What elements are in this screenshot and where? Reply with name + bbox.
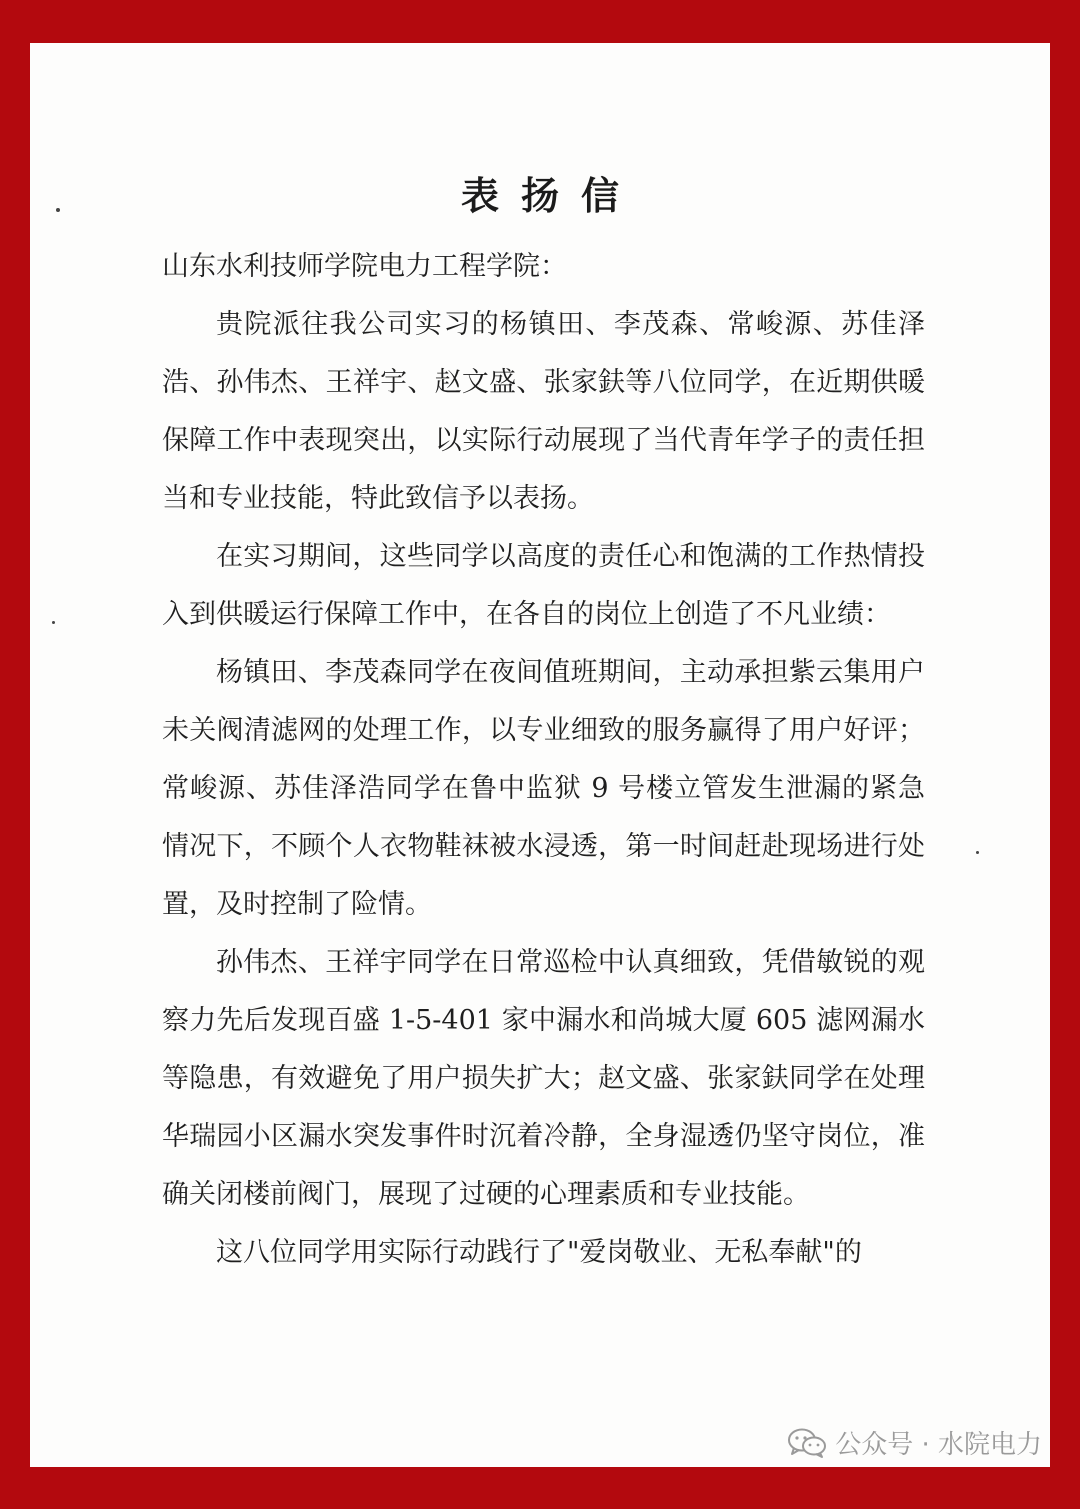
salutation: 山东水利技师学院电力工程学院： [162, 251, 567, 282]
paragraph-3: 杨镇田、李茂森同学在夜间值班期间，主动承担紫云集用户未关阀清滤网的处理工作，以专业细致的服务赢得了用户好评；常峻源、苏佳泽浩同学在鲁中监狱 9 号楼立管发生泄漏的紧急情况下，不顾个人衣物鞋袜被水浸透，第一时间赶赴现场进行处置，及时控制了险情。 [162, 657, 925, 920]
paragraph-4: 孙伟杰、王祥宇同学在日常巡检中认真细致，凭借敏锐的观察力先后发现百盛 1-5-401 家中漏水和尚城大厦 605 滤网漏水等隐患，有效避免了用户损失扩大；赵文盛、张家鈇同学在处理华瑞园小区漏水突发事件时沉着冷静，全身湿透仍坚守岗位，准确关闭楼前阀门，展现了过硬的心理素质和专业技能。 [162, 947, 925, 1210]
watermark [787, 1424, 1042, 1461]
paragraph-5: 这八位同学用实际行动践行了"爱岗敬业、无私奉献"的 [216, 1237, 862, 1268]
wechat-icon [787, 1427, 827, 1459]
letter-title: 表扬信 [460, 174, 641, 218]
scan-speck [52, 621, 55, 624]
scan-speck [976, 851, 979, 854]
letter-body [162, 238, 925, 1282]
paragraph-2: 在实习期间，这些同学以高度的责任心和饱满的工作热情投入到供暖运行保障工作中，在各自的岗位上创造了不凡业绩： [162, 541, 925, 630]
letter-page [30, 43, 1050, 1467]
watermark-text: 公众号 · 水院电力 [835, 1430, 1042, 1460]
paragraph-1: 贵院派往我公司实习的杨镇田、李茂森、常峻源、苏佳泽浩、孙伟杰、王祥宇、赵文盛、张家鈇等八位同学，在近期供暖保障工作中表现突出，以实际行动展现了当代青年学子的责任担当和专业技能，特此致信予以表扬。 [162, 309, 925, 514]
